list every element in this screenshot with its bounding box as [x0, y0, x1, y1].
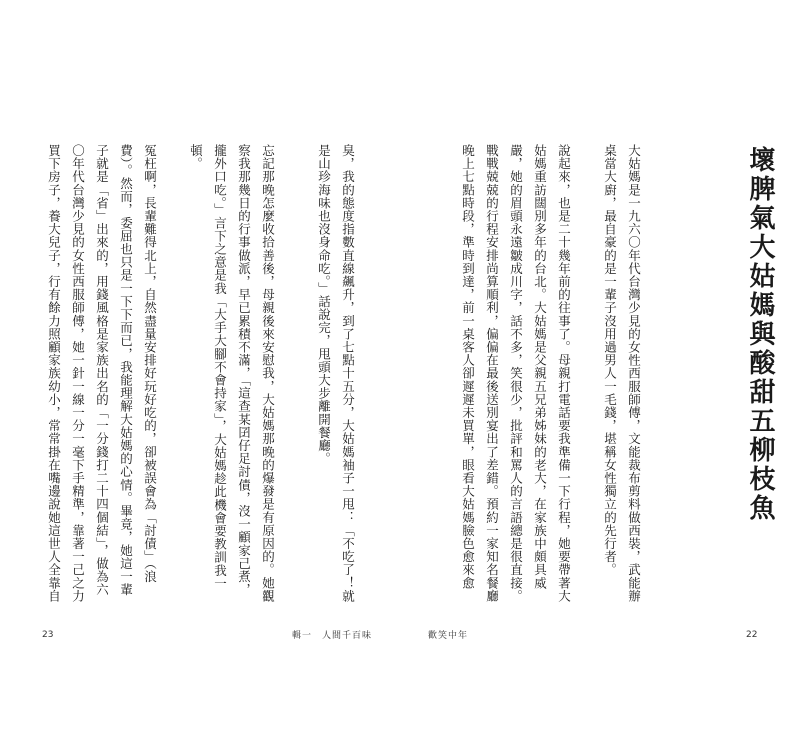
right-col-4: 姑媽重訪闊別多年的台北。大姑媽是父親五兄弟姊妹的老大，在家族中頗具威 — [532, 144, 548, 590]
left-col-1: 臭，我的態度指數直線飆升，到了七點十五分，大姑媽袖子一甩：「不吃了！就 — [340, 144, 356, 603]
right-col-2: 桌當大廚，最自豪的是一輩子沒用過男人一毛錢，堪稱女性獨立的先行者。 — [602, 144, 618, 577]
right-col-3: 說起來，也是二十幾年前的往事了。母親打電話要我準備一下行程，她要帶著大 — [556, 144, 572, 603]
left-col-10: 〇年代台灣少見的女性西服師傅，她一針一線一分一毫下手精準，靠著一己之力 — [70, 144, 86, 603]
left-col-9: 子就是「省」出來的，用錢風格是家族出名的「一分錢打二十四個結」，做為六 — [94, 144, 110, 597]
left-col-2: 是山珍海味也沒身命吃。」話說完，甩頭大步離開餐廳。 — [316, 144, 332, 466]
left-col-6: 頓。 — [188, 144, 204, 171]
chapter-title: 壞脾氣大姑媽與酸甜五柳枝魚 — [745, 146, 775, 523]
page-number-right: 22 — [746, 630, 758, 640]
right-col-7: 晚上七點時段，準時到達，前一桌客人卻遲遲未買單，眼看大姑媽臉色愈來愈 — [460, 144, 476, 590]
left-col-5: 攏外口吃。」言下之意是我「大手大腳不會持家」，大姑媽趁此機會要教訓我一 — [212, 144, 228, 590]
left-col-11: 買下房子，養大兒子，行有餘力照顧家族幼小，常常掛在嘴邊說她這世人全靠自 — [46, 144, 62, 603]
right-page — [400, 0, 800, 744]
page-number-left: 23 — [42, 630, 54, 640]
left-col-3: 忘記那晚怎麼收拾善後，母親後來安慰我，大姑媽那晚的爆發是有原因的。她觀 — [260, 144, 276, 603]
left-col-4: 察我那幾日的行事做派，早已累積不滿，「這查某囝仔足討債，沒一顧家己煮， — [236, 144, 252, 597]
running-head-left: 輯一 人間千百味 — [292, 631, 373, 641]
right-col-1: 大姑媽是一九六〇年代台灣少見的女性西服師傅，文能裁布剪料做西裝，武能辦 — [626, 144, 642, 603]
right-col-5: 嚴，她的眉頭永遠皺成川字，話不多，笑很少，批評和罵人的言語總是很直接。 — [508, 144, 524, 603]
running-head-right: 歡笑中年 — [428, 631, 469, 641]
left-col-7: 冤枉啊，長輩難得北上，自然盡量安排好玩好吃的，卻被誤會為「討債」（浪 — [142, 144, 158, 584]
left-col-8: 費）。然而，委屈也只是一下下而已，我能理解大姑媽的心情。畢竟，她這一輩 — [118, 144, 134, 597]
right-col-6: 戰戰兢兢的行程安排尚算順利，偏偏在最後送別宴出了差錯。預約一家知名餐廳 — [484, 144, 500, 603]
